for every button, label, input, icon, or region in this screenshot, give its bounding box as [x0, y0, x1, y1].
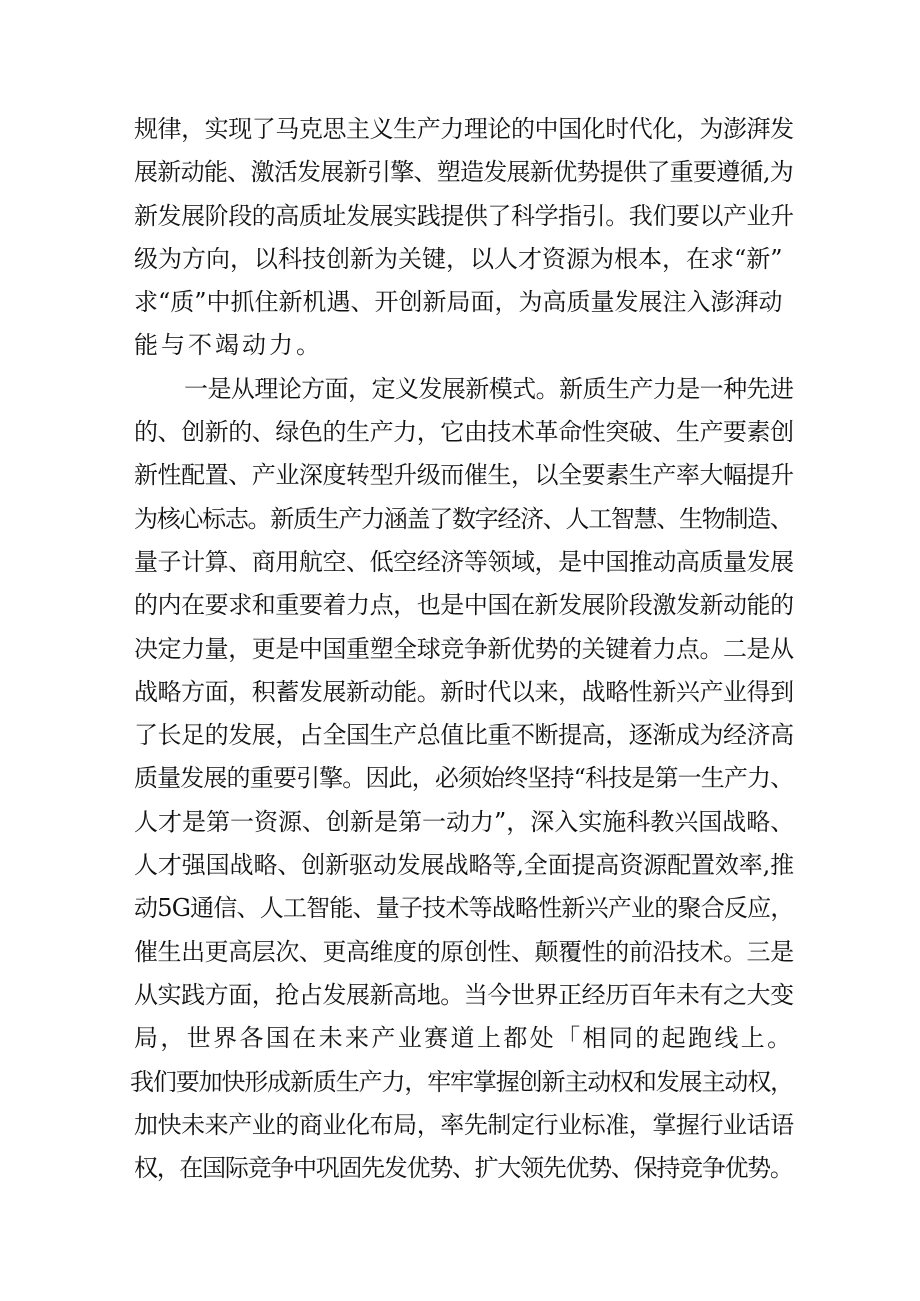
text-line: 的内在要求和重要着力点，也是中国在新发展阶段激发新动能的 — [134, 591, 794, 620]
text-line: 质量发展的重要引擎。因此，必须始终坚持“科技是第一生产力、 — [134, 764, 794, 793]
text-line: 战略方面，积蓄发展新动能。新时代以来，战略性新兴产业得到 — [134, 677, 794, 706]
text-line: 能与不竭动力。 — [134, 331, 323, 360]
text-line: 催生出更高层次、更高维度的原创性、颠覆性的前沿技术。三是 — [134, 937, 794, 966]
text-line: 我们要加快形成新质生产力，牢牢掌握创新主动权和发展主动权， — [130, 1067, 793, 1096]
text-line: 为核心标志。新质生产力涵盖了数字经济、人工智慧、生物制造、 — [134, 504, 793, 533]
text-line: 新性配置、产业深度转型升级而催生，以全要素生产率大幅提升 — [134, 461, 794, 490]
text-line: 决定力量，更是中国重塑全球竞争新优势的关键着力点。二是从 — [134, 634, 794, 663]
text-line: 人才强国战略、创新驱动发展战略等,全面提高资源配置效率,推 — [134, 851, 795, 880]
text-line: 展新动能、激活发展新引擎、塑造发展新优势提供了重要遵循,为 — [134, 158, 794, 187]
text-line: 求“质”中抓住新机遇、开创新局面，为高质量发展注入澎湃动 — [134, 288, 783, 317]
text-line: 人才是第一资源、创新是第一动力”，深入实施科教兴国战略、 — [134, 807, 795, 836]
text-line: 局，世界各国在未来产业赛道上都处「相同的起跑线上。 — [134, 1024, 794, 1053]
text-line: 动5G通信、人工智能、量子技术等战略性新兴产业的聚合反应， — [134, 894, 794, 923]
text-line: 的、创新的、绿色的生产力，它由技术革命性突破、生产要素创 — [134, 418, 794, 447]
text-line: 权，在国际竞争中巩固先发优势、扩大领先优势、保持竞争优势。 — [134, 1154, 793, 1183]
text-line: 规律，实现了马克思主义生产力理论的中国化时代化，为澎湃发 — [134, 115, 794, 143]
text-line: 新发展阶段的高质址发展实践提供了科学指引。我们要以产业升 — [134, 201, 794, 230]
body-text — [130, 108, 795, 1190]
text-line: 加快未来产业的商业化布局，率先制定行业标准，掌握行业话语 — [134, 1110, 794, 1139]
text-line: 一是从理论方面，定义发展新模式。新质生产力是一种先进 — [184, 374, 794, 403]
text-line: 级为方向，以科技创新为关键，以人才资源为根本，在求“新” — [134, 244, 783, 273]
text-line: 从实践方面，抢占发展新高地。当今世界正经历百年未有之大变 — [134, 980, 794, 1009]
text-line: 量子计算、商用航空、低空经济等领域，是中国推动高质量发展 — [134, 547, 794, 576]
text-line: 了长足的发展，占全国生产总值比重不断提高，逐渐成为经济高 — [134, 721, 794, 750]
